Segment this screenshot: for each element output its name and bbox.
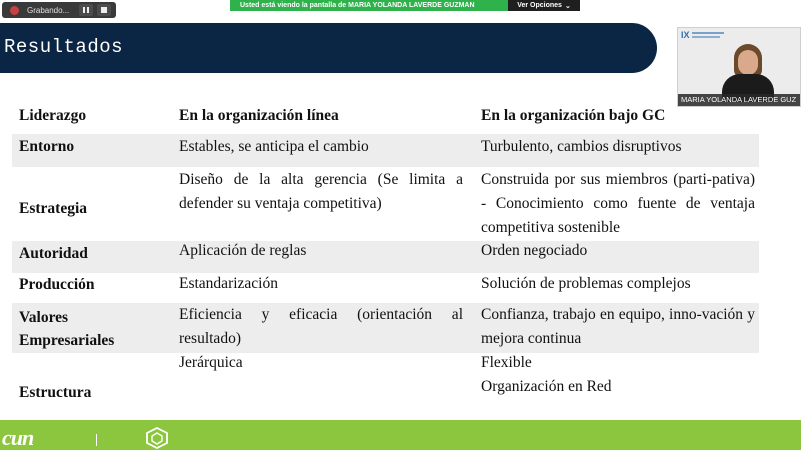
screen-share-banner bbox=[230, 0, 580, 11]
row-label: Estrategia bbox=[19, 200, 88, 217]
table-row bbox=[12, 167, 759, 241]
row-label: Producción bbox=[19, 276, 95, 293]
table-row bbox=[12, 241, 759, 273]
row-label: Entorno bbox=[19, 138, 75, 155]
participant-video[interactable] bbox=[677, 27, 801, 107]
stop-icon bbox=[101, 7, 107, 13]
cell-gc: Confianza, trabajo en equipo, inno-vación y mejora continua bbox=[481, 306, 755, 347]
cell-linea: Aplicación de reglas bbox=[179, 242, 307, 259]
table-header: En la organización línea bbox=[179, 107, 339, 124]
recording-label: Grabando... bbox=[27, 5, 70, 15]
cell-linea: Estables, se anticipa el cambio bbox=[179, 138, 369, 155]
chevron-down-icon: ⌄ bbox=[564, 2, 571, 10]
participant-name: MARIA YOLANDA LAVERDE GUZ bbox=[678, 94, 801, 106]
table-header-row bbox=[12, 103, 759, 133]
pause-icon bbox=[83, 7, 85, 13]
cell-linea: Estandarización bbox=[179, 275, 278, 292]
row-label: Valores Empresariales bbox=[19, 309, 115, 349]
stop-recording-button[interactable] bbox=[97, 4, 111, 16]
view-options-button[interactable] bbox=[508, 0, 580, 11]
table-row bbox=[12, 303, 759, 353]
cell-gc: Flexible Organización en Red bbox=[481, 354, 612, 395]
shield-emblem-icon bbox=[145, 427, 169, 449]
footer-divider bbox=[96, 434, 97, 446]
cell-linea: Eficiencia y eficacia (orientación al resultado) bbox=[179, 306, 463, 347]
cell-gc: Turbulento, cambios disruptivos bbox=[481, 138, 682, 155]
row-label: Autoridad bbox=[19, 245, 88, 262]
table-header: Liderazgo bbox=[19, 107, 87, 124]
slide-title: Resultados bbox=[4, 36, 124, 58]
footer-logo: cun bbox=[2, 425, 34, 450]
slide-footer bbox=[0, 420, 801, 450]
table-header: En la organización bajo GC bbox=[481, 107, 666, 124]
table-row bbox=[12, 134, 759, 167]
pause-recording-button[interactable] bbox=[79, 4, 93, 16]
view-options-label: Ver Opciones bbox=[517, 2, 562, 9]
cell-linea: Jerárquica bbox=[179, 354, 243, 371]
row-label: Estructura bbox=[19, 384, 92, 401]
cell-gc: Orden negociado bbox=[481, 242, 588, 259]
table-row bbox=[12, 273, 759, 303]
screen-share-text: Usted está viendo la pantalla de MARIA YOLANDA LAVERDE GUZMAN bbox=[240, 2, 475, 9]
cell-gc: Solución de problemas complejos bbox=[481, 275, 691, 292]
record-dot-icon bbox=[10, 6, 19, 15]
table-row bbox=[12, 353, 759, 415]
cell-linea: Diseño de la alta gerencia (Se limita a defender su ventaja competitiva) bbox=[179, 171, 463, 212]
event-logo: IX bbox=[681, 30, 690, 40]
cell-gc: Construida por sus miembros (parti-pativa) - Conocimiento como fuente de ventaja competitiva sostenible bbox=[481, 171, 755, 236]
recording-indicator bbox=[2, 2, 116, 18]
